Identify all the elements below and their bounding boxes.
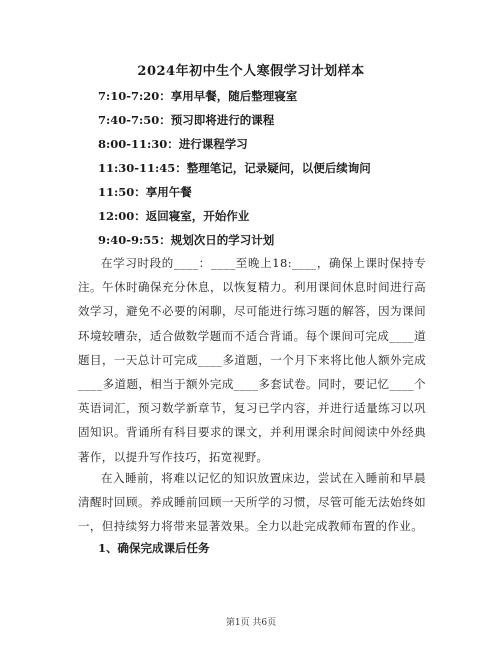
schedule-item: 11:50：享用午餐: [98, 185, 192, 199]
page-footer: 第1页 共6页: [225, 618, 277, 628]
schedule-item: 7:40-7:50：预习即将进行的课程: [98, 113, 275, 127]
section-heading: 1、确保完成课后任务: [98, 541, 210, 555]
schedule-item: 7:10-7:20：享用早餐，随后整理寝室: [98, 89, 298, 103]
page-title: 2024年初中生个人寒假学习计划样本: [137, 64, 365, 79]
schedule-item: 12:00：返回寝室，开始作业: [98, 209, 250, 223]
schedule-item: 9:40-9:55：规划次日的学习计划: [98, 233, 275, 247]
schedule-item: 11:30-11:45：整理笔记，记录疑问，以便后续询问: [98, 161, 371, 175]
body-paragraph: 在学习时段的____：____至晚上18:____，确保上课时保持专注。午休时确保充分休息，以恢复精力。利用课间休息时间进行高效学习，避免不必要的闲聊，尽可能进行练习题的解答，因为课间环境较嘈杂，适合做数学题而不适合背诵。每个课间可完成____道题目，一天总计可完成____多道题，一个月下来将比他人额外完成____多道题，相当于额外完成____多套试卷。同时，要记忆____个英语词汇，预习数学新章节，复习已学内容，并进行适量练习以巩固知识。背诵所有科目要求的课文，并利用课余时间阅读中外经典著作，以提升写作技巧，拓宽视野。: [78, 256, 426, 464]
body-paragraph: 在入睡前，将难以记忆的知识放置床边，尝试在入睡前和早晨清醒时回顾。养成睡前回顾一天所学的习惯，尽管可能无法始终如一，但持续努力将带来显著效果。全力以赴完成教师布置的作业。: [78, 471, 426, 534]
schedule-item: 8:00-11:30：进行课程学习: [98, 137, 248, 151]
